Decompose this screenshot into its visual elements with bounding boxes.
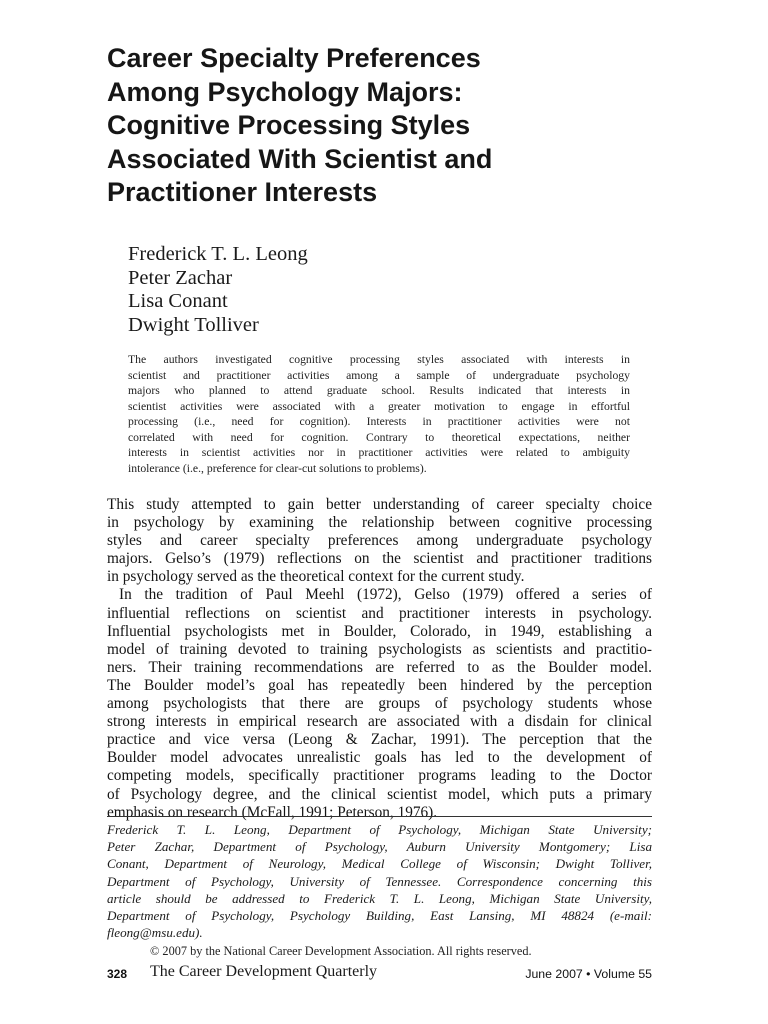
body-line: among psychologists that there are groups of psychology students whose (107, 695, 652, 713)
footnote-line: Department of Psychology, University of Tennessee. Correspondence concerning this (107, 873, 652, 889)
body-line: influential reflections on scientist and practitioner interests in psychology. (107, 604, 652, 622)
issue-info: June 2007 • Volume 55 (525, 967, 652, 981)
footnote-divider (107, 816, 652, 817)
body-line: in psychology served as the theoretical context for the current study. (107, 568, 525, 586)
body-line: majors. Gelso’s (1979) reflections on the scientist and practitioner traditions (107, 550, 652, 568)
body-line: styles and career specialty preferences among undergraduate psychology (107, 532, 652, 550)
body-line: model of training devoted to training psychologists as scientists and practitio- (107, 640, 652, 658)
abstract (128, 352, 630, 476)
body-line: The Boulder model’s goal has repeatedly been hindered by the perception (107, 676, 652, 694)
body-line: This study attempted to gain better understanding of career specialty choice (107, 496, 652, 513)
footnote-line: fleong@msu.edu). (107, 925, 203, 941)
abstract-line: interests in scientist activities nor in practitioner activities were related to ambiguity (128, 446, 630, 459)
body-line: strong interests in empirical research are associated with a disdain for clinical (107, 713, 652, 731)
page-number: 328 (107, 967, 128, 981)
footnote-line: Conant, Department of Neurology, Medical College of Wisconsin; Dwight Tolliver, (107, 856, 652, 872)
author-name: Dwight Tolliver (128, 313, 259, 336)
title-line: Cognitive Processing Styles (107, 110, 471, 140)
body-line: practice and vice versa (Leong & Zachar, 1991). The perception that the (107, 731, 652, 749)
abstract-line: processing (i.e., need for cognition). Interests in practitioner activities were not (128, 415, 630, 428)
body-line: of Psychology degree, and the clinical scientist model, which puts a primary (107, 785, 652, 803)
footnote-line: Frederick T. L. Leong, Department of Psychology, Michigan State University; (107, 822, 652, 837)
abstract-line: correlated with need for cognition. Contrary to theoretical expectations, neither (128, 430, 630, 444)
abstract-line: scientist activities were associated with a greater motivation to engage in effortful (128, 399, 630, 413)
footnote-line: Peter Zachar, Department of Psychology, Auburn University Montgomery; Lisa (107, 839, 652, 855)
author-name: Lisa Conant (128, 290, 228, 312)
page-footer (107, 963, 652, 985)
author-name: Peter Zachar (128, 266, 233, 289)
abstract-line: scientist and practitioner activities among a sample of undergraduate psychology (128, 368, 630, 382)
body-line: ners. Their training recommendations are referred to as the Boulder model. (107, 658, 652, 676)
journal-name: The Career Development Quarterly (150, 963, 378, 980)
abstract-line: The authors investigated cognitive processing styles associated with interests in (128, 353, 630, 366)
body-line: in psychology by examining the relationship between cognitive processing (107, 514, 652, 532)
body-line: Boulder model advocates unrealistic goals has led to the development of (107, 749, 652, 767)
title-line: Among Psychology Majors: (107, 76, 463, 107)
article-title (107, 42, 667, 210)
body-line: Influential psychologists met in Boulder, Colorado, in 1949, establishing a (107, 622, 652, 640)
footnote-line: article should be addressed to Frederick T. L. Leong, Michigan State University, (107, 890, 652, 906)
title-line: Career Specialty Preferences (107, 43, 481, 73)
abstract-line: intolerance (i.e., preference for clear-cut solutions to problems). (128, 461, 427, 475)
body-text (107, 496, 652, 822)
body-line: emphasis on research (McFall, 1991; Peterson, 1976). (107, 803, 438, 821)
title-line: Practitioner Interests (107, 177, 378, 207)
abstract-line: majors who planned to attend graduate school. Results indicated that interests in (128, 384, 630, 397)
author-footnote (107, 821, 652, 941)
author-name: Frederick T. L. Leong (128, 243, 308, 265)
author-list (128, 243, 308, 337)
copyright-notice: © 2007 by the National Career Development Association. All rights reserved. (150, 944, 532, 958)
body-line: competing models, specifically practitioner programs leading to the Doctor (107, 767, 652, 785)
title-line: Associated With Scientist and (107, 143, 493, 174)
footnote-line: Department of Psychology, Psychology Building, East Lansing, MI 48824 (e-mail: (107, 908, 652, 924)
body-line: In the tradition of Paul Meehl (1972), Gelso (1979) offered a series of (119, 586, 652, 604)
